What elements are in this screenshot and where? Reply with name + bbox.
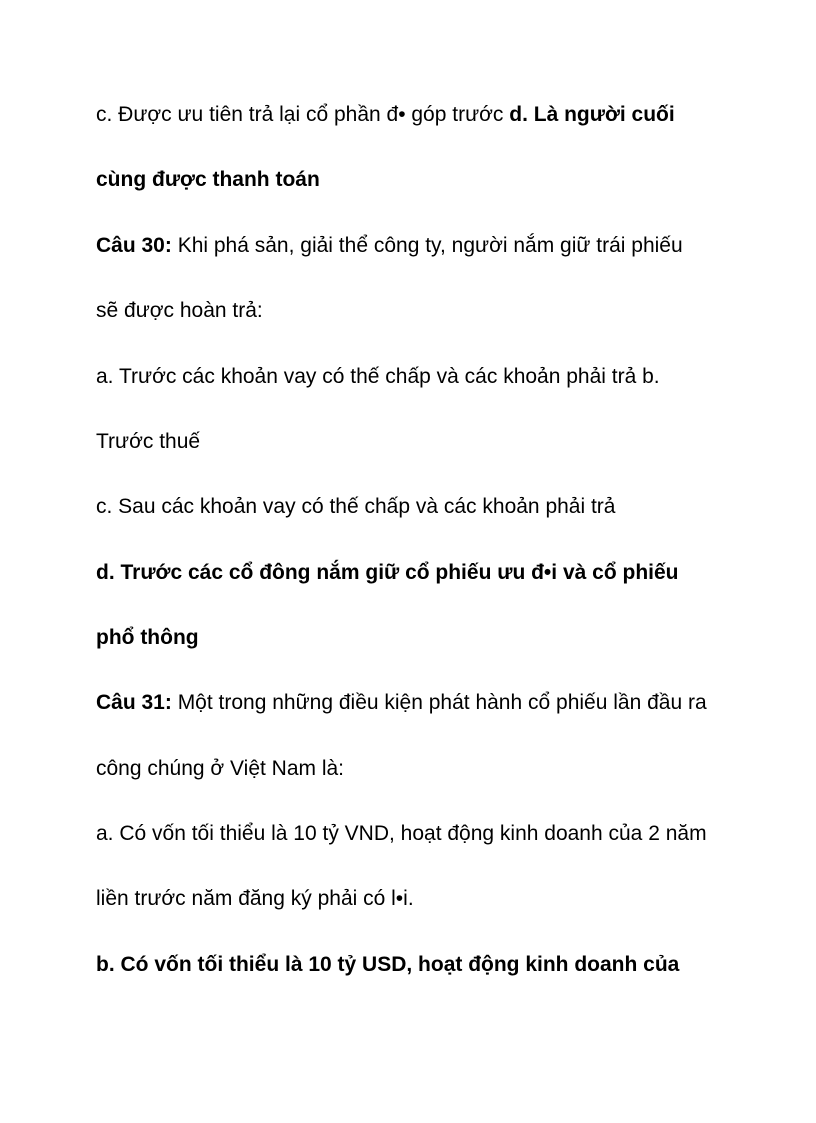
question-31-text: Một trong những điều kiện phát hành cổ phiếu lần đầu ra bbox=[171, 691, 707, 714]
question-30-continuation-line bbox=[96, 298, 263, 324]
answer-b-q31-line bbox=[96, 952, 679, 978]
answer-d-bold-text: d. Là người cuối bbox=[509, 103, 675, 126]
question-31-continuation-line bbox=[96, 756, 344, 782]
answer-c-q30-line bbox=[96, 494, 615, 520]
answer-d-q30-line bbox=[96, 560, 678, 586]
question-31-label: Câu 31: bbox=[96, 691, 172, 714]
answer-d-q30-text: d. Trước các cổ đông nắm giữ cổ phiếu ưu đ•i và cổ phiếu bbox=[96, 561, 679, 584]
answer-a-q31-line bbox=[96, 821, 707, 847]
question-30-text: Khi phá sản, giải thể công ty, người nắm giữ trái phiếu bbox=[171, 234, 683, 257]
answer-c-text: c. Được ưu tiên trả lại cổ phần đ• góp trước bbox=[96, 103, 510, 126]
question-30-line bbox=[96, 233, 683, 259]
question-31-line bbox=[96, 690, 707, 716]
answer-a-b-q30-line bbox=[96, 364, 660, 390]
answer-a-b-q30-text: a. Trước các khoản vay có thế chấp và các khoản phải trả b. bbox=[96, 365, 660, 388]
answer-b-q31-text: b. Có vốn tối thiểu là 10 tỷ USD, hoạt động kinh doanh của bbox=[96, 953, 680, 976]
answer-c-q29-line bbox=[96, 102, 675, 128]
answer-a-q31-continuation-line bbox=[96, 886, 414, 912]
answer-d-q30-continuation-text: phổ thông bbox=[96, 626, 199, 649]
answer-d-q30-continuation-line bbox=[96, 625, 199, 651]
answer-d-continuation-line bbox=[96, 167, 320, 193]
question-30-label: Câu 30: bbox=[96, 234, 172, 257]
question-30-continuation-text: sẽ được hoàn trả: bbox=[96, 299, 263, 322]
answer-b-q30-continuation-text: Trước thuế bbox=[96, 430, 201, 453]
question-31-continuation-text: công chúng ở Việt Nam là: bbox=[96, 757, 345, 780]
answer-d-continuation-text: cùng được thanh toán bbox=[96, 168, 320, 191]
answer-c-q30-text: c. Sau các khoản vay có thế chấp và các khoản phải trả bbox=[96, 495, 616, 518]
answer-b-q30-continuation-line bbox=[96, 429, 200, 455]
answer-a-q31-continuation-text: liền trước năm đăng ký phải có l•i. bbox=[96, 887, 414, 910]
answer-a-q31-text: a. Có vốn tối thiểu là 10 tỷ VND, hoạt động kinh doanh của 2 năm bbox=[96, 822, 707, 845]
